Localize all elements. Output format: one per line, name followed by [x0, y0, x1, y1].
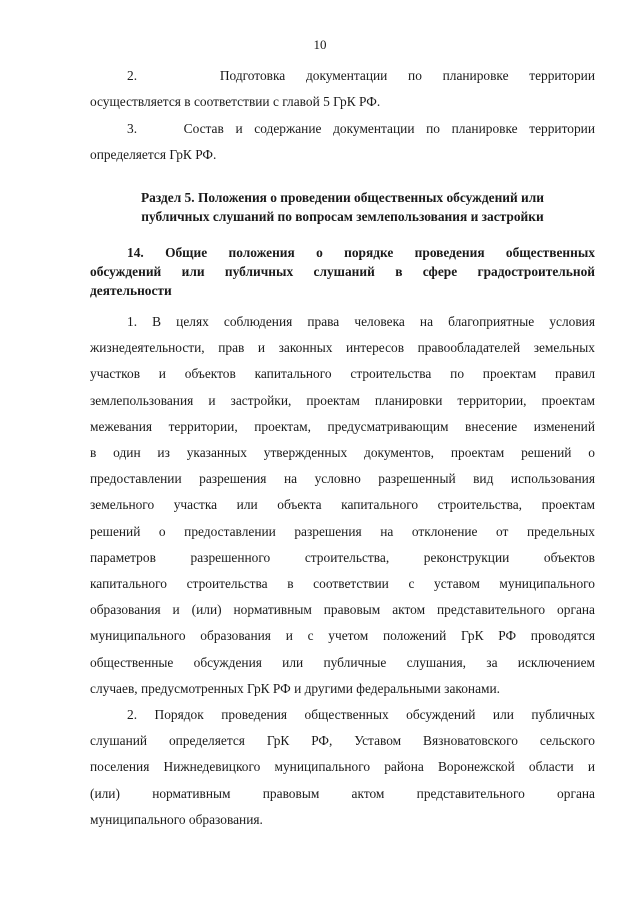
paragraph-line: определяется ГрК РФ.: [90, 147, 217, 163]
section-heading: [90, 188, 595, 226]
paragraph-line: осуществляется в соответствии с главой 5 ГрК РФ.: [90, 94, 381, 110]
paragraph-line: муниципального образования и с учетом положений ГрК РФ проводятся: [90, 628, 595, 644]
heading-line: деятельности: [90, 283, 172, 298]
paragraph-line: общественные обсуждения или публичные слушания, за исключением: [90, 654, 595, 670]
paragraph-line: слушаний определяется ГрК РФ, Уставом Вязноватовского сельского: [90, 733, 595, 749]
paragraph-line: (или) нормативным правовым актом представительного органа: [90, 785, 595, 801]
paragraph-line: 1. В целях соблюдения права человека на благоприятные условия: [127, 314, 595, 329]
paragraph-line: 2. Подготовка документации по планировке территории: [127, 68, 595, 83]
heading-line: публичных слушаний по вопросам землепользования и застройки: [141, 209, 544, 224]
paragraph-line: предоставлении разрешения на условно разрешенный вид использования: [90, 471, 595, 487]
paragraph-clause-1: [90, 309, 595, 702]
paragraph-clause-2: [90, 702, 595, 833]
paragraph-line: межевания территории, проектам, предусматривающим внесение изменений: [90, 418, 595, 434]
heading-line: Раздел 5. Положения о проведении общественных обсуждений или: [140, 190, 545, 205]
page-number: 10: [313, 37, 327, 52]
paragraph-line: параметров разрешенного строительства, реконструкции объектов: [90, 549, 595, 565]
paragraph-line: случаев, предусмотренных ГрК РФ и другими федеральными законами.: [90, 680, 501, 696]
paragraph-item-3: [90, 116, 595, 168]
heading-line: 14. Общие положения о порядке проведения общественных: [127, 245, 595, 260]
heading-line: обсуждений или публичных слушаний в сфере градостроительной: [90, 264, 595, 279]
paragraph-line: землепользования и застройки, проектам планировки территории, проектам: [90, 392, 595, 408]
article-heading: [90, 243, 595, 300]
paragraph-item-2: [90, 63, 595, 115]
paragraph-line: поселения Нижнедевицкого муниципального района Воронежской области и: [90, 759, 595, 775]
paragraph-line: решений о предоставлении разрешения на отклонение от предельных: [90, 523, 595, 539]
paragraph-line: 3. Состав и содержание документации по планировке территории: [127, 121, 595, 136]
paragraph-line: участков и объектов капитального строительства по проектам правил: [90, 366, 595, 382]
paragraph-line: 2. Порядок проведения общественных обсуждений или публичных: [127, 707, 595, 722]
paragraph-line: образования и (или) нормативным правовым актом представительного органа: [90, 602, 595, 618]
paragraph-line: капитального строительства в соответствии с уставом муниципального: [90, 576, 595, 592]
paragraph-line: в один из указанных утвержденных документов, проектам решений о: [90, 445, 595, 461]
paragraph-line: муниципального образования.: [90, 811, 263, 827]
paragraph-line: жизнедеятельности, прав и законных интересов правообладателей земельных: [90, 340, 595, 356]
paragraph-line: земельного участка или объекта капитального строительства, проектам: [90, 497, 595, 513]
